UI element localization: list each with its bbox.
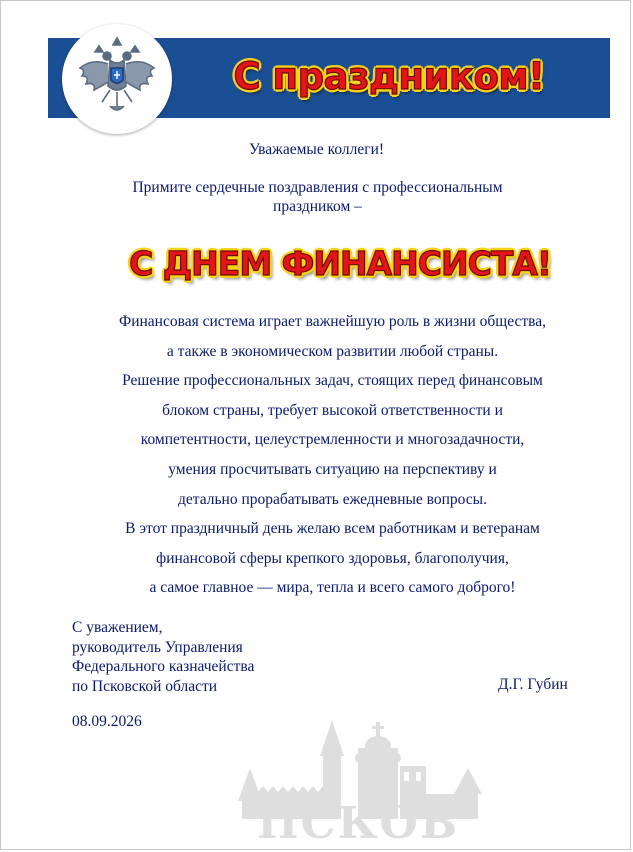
signature-line: по Псковской области [72,677,218,695]
double-headed-eagle-emblem-icon [74,34,160,124]
signature-line: руководитель Управления [72,638,243,656]
letter-date: 08.09.2026 [72,713,142,730]
body-line: Решение профессиональных задач, стоящих перед финансовым [122,372,543,390]
body-line: а также в экономическом развитии любой страны. [166,342,499,360]
signature-block [72,618,312,696]
intro-line: праздником – [273,198,362,215]
body-line: Финансовая система играет важнейшую роль в жизни общества, [118,313,547,330]
body-line: компетентности, целеустремленности и многозадачности, [140,431,525,449]
body-line: финансовой сферы крепкого здоровья, благополучия, [156,549,509,567]
holiday-title: С ДНЕМ ФИНАНСИСТА! [129,243,551,283]
body-line: В этот праздничный день желаю всем работникам и ветеранам [125,520,540,538]
signature-line: Федерального казначейства [72,658,255,675]
body-line: блоком страны, требует высокой ответственности и [162,401,503,419]
signer-name: Д.Г. Губин [498,676,568,693]
body-line: а самое главное — мира, тепла и всего самого доброго! [149,579,516,597]
body-line: умения просчитывать ситуацию на перспективу и [168,460,497,478]
banner-title: С праздником! [233,54,545,98]
pskov-kremlin-watermark-icon [228,706,488,842]
signature-line: С уважением, [72,619,163,636]
greeting: Уважаемые коллеги! [248,141,385,158]
intro-text [80,178,555,216]
emblem-badge [62,24,172,134]
intro-line: Примите сердечные поздравления с профессиональным [132,179,503,196]
body-line: детально прорабатывать ежедневные вопросы. [178,490,487,508]
letter-body [50,307,615,603]
watermark-text: ПСКОВ [256,798,460,842]
